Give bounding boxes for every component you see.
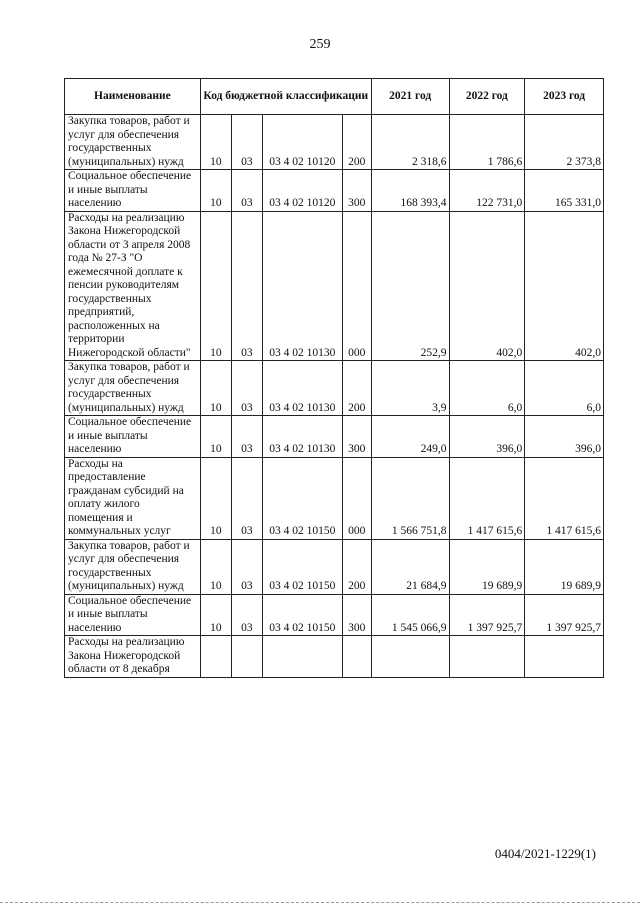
header-name: Наименование — [65, 79, 201, 115]
row-target-article: 03 4 02 10150 — [262, 457, 342, 539]
row-value-2021: 21 684,9 — [371, 539, 449, 594]
row-value-2022: 19 689,9 — [449, 539, 525, 594]
row-value-2023 — [525, 636, 604, 678]
row-value-2022: 122 731,0 — [449, 170, 525, 212]
row-value-2022: 1 786,6 — [449, 115, 525, 170]
row-section: 10 — [200, 539, 231, 594]
row-target-article: 03 4 02 10130 — [262, 416, 342, 458]
scan-edge-line — [0, 902, 640, 903]
row-section: 10 — [200, 211, 231, 361]
page-number: 259 — [309, 37, 331, 52]
row-value-2021 — [371, 636, 449, 678]
table-row — [65, 115, 604, 170]
row-value-2022: 402,0 — [449, 211, 525, 361]
row-target-article: 03 4 02 10130 — [262, 361, 342, 416]
header-budget-code: Код бюджетной классификации — [200, 79, 371, 115]
row-value-2021: 252,9 — [371, 211, 449, 361]
row-value-2023: 1 417 615,6 — [525, 457, 604, 539]
row-name: Социальное обеспечение и иные выплаты населению — [65, 170, 201, 212]
header-year-2023: 2023 год — [525, 79, 604, 115]
row-section: 10 — [200, 170, 231, 212]
header-year-2021: 2021 год — [371, 79, 449, 115]
row-expense-type: 300 — [342, 416, 371, 458]
row-subsection — [231, 636, 262, 678]
row-target-article: 03 4 02 10150 — [262, 539, 342, 594]
table-row — [65, 416, 604, 458]
row-subsection: 03 — [231, 594, 262, 636]
row-name: Социальное обеспечение и иные выплаты населению — [65, 594, 201, 636]
row-subsection: 03 — [231, 416, 262, 458]
row-section: 10 — [200, 457, 231, 539]
row-value-2021: 2 318,6 — [371, 115, 449, 170]
row-value-2021: 1 566 751,8 — [371, 457, 449, 539]
row-value-2022: 1 417 615,6 — [449, 457, 525, 539]
document-number: 0404/2021-1229(1) — [494, 846, 596, 861]
row-value-2023: 396,0 — [525, 416, 604, 458]
row-expense-type: 200 — [342, 115, 371, 170]
row-expense-type: 300 — [342, 594, 371, 636]
row-subsection: 03 — [231, 457, 262, 539]
row-expense-type — [342, 636, 371, 678]
row-name: Социальное обеспечение и иные выплаты населению — [65, 416, 201, 458]
header-year-2022: 2022 год — [449, 79, 525, 115]
row-value-2023: 402,0 — [525, 211, 604, 361]
table-row — [65, 361, 604, 416]
row-name: Закупка товаров, работ и услуг для обеспечения государственных (муниципальных) нужд — [65, 539, 201, 594]
row-target-article: 03 4 02 10120 — [262, 115, 342, 170]
budget-table — [64, 78, 604, 678]
row-expense-type: 000 — [342, 457, 371, 539]
row-value-2022: 396,0 — [449, 416, 525, 458]
row-value-2022 — [449, 636, 525, 678]
row-subsection: 03 — [231, 539, 262, 594]
table-row — [65, 594, 604, 636]
row-name: Расходы на реализацию Закона Нижегородской области от 8 декабря — [65, 636, 201, 678]
row-value-2023: 2 373,8 — [525, 115, 604, 170]
row-value-2023: 165 331,0 — [525, 170, 604, 212]
row-name: Расходы на реализацию Закона Нижегородской области от 3 апреля 2008 года № 27-З "О ежемесячной доплате к пенсии руководителям государственных предприятий, расположенных на территории Нижегородской области" — [65, 211, 201, 361]
table-header-row — [65, 79, 604, 115]
row-expense-type: 200 — [342, 539, 371, 594]
row-section: 10 — [200, 594, 231, 636]
row-target-article: 03 4 02 10150 — [262, 594, 342, 636]
row-value-2022: 1 397 925,7 — [449, 594, 525, 636]
table-row — [65, 170, 604, 212]
row-target-article: 03 4 02 10130 — [262, 211, 342, 361]
row-section: 10 — [200, 416, 231, 458]
row-expense-type: 000 — [342, 211, 371, 361]
row-value-2021: 168 393,4 — [371, 170, 449, 212]
row-value-2021: 1 545 066,9 — [371, 594, 449, 636]
row-value-2021: 3,9 — [371, 361, 449, 416]
table-row — [65, 636, 604, 678]
row-value-2021: 249,0 — [371, 416, 449, 458]
row-value-2022: 6,0 — [449, 361, 525, 416]
row-expense-type: 300 — [342, 170, 371, 212]
table-row — [65, 457, 604, 539]
row-name: Закупка товаров, работ и услуг для обеспечения государственных (муниципальных) нужд — [65, 115, 201, 170]
row-section — [200, 636, 231, 678]
row-target-article — [262, 636, 342, 678]
row-section: 10 — [200, 361, 231, 416]
row-expense-type: 200 — [342, 361, 371, 416]
row-value-2023: 1 397 925,7 — [525, 594, 604, 636]
row-value-2023: 19 689,9 — [525, 539, 604, 594]
row-target-article: 03 4 02 10120 — [262, 170, 342, 212]
row-subsection: 03 — [231, 170, 262, 212]
row-name: Расходы на предоставление гражданам субсидий на оплату жилого помещения и коммунальных услуг — [65, 457, 201, 539]
row-value-2023: 6,0 — [525, 361, 604, 416]
row-section: 10 — [200, 115, 231, 170]
row-subsection: 03 — [231, 361, 262, 416]
row-subsection: 03 — [231, 211, 262, 361]
table-row — [65, 211, 604, 361]
table-row — [65, 539, 604, 594]
row-subsection: 03 — [231, 115, 262, 170]
row-name: Закупка товаров, работ и услуг для обеспечения государственных (муниципальных) нужд — [65, 361, 201, 416]
